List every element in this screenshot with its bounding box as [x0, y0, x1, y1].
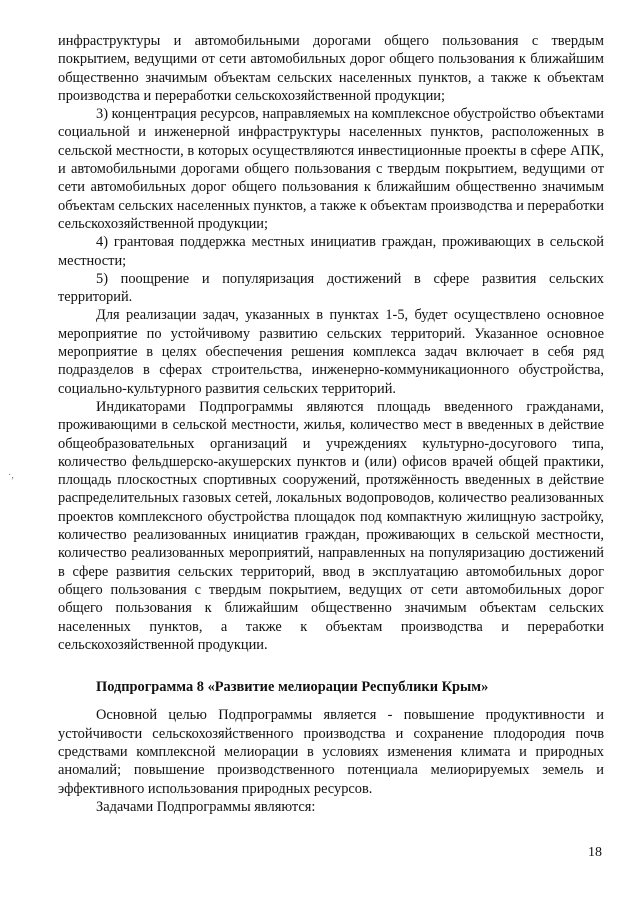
section-paragraph-2: Задачами Подпрограммы являются: — [96, 798, 316, 815]
section-heading: Подпрограмма 8 «Развитие мелиорации Республики Крым» — [96, 679, 489, 696]
paragraph-6: Индикаторами Подпрограммы являются площадь введенного гражданами, проживающими в сельской местности, жилья, количество мест в введенных в действие общеобразовательных организаций и учреждениях культурно-досугового типа, количество фельдшерско-акушерских пунктов и (или) офисов врачей общей практики, площадь плоскостных спортивных сооружений, протяжённость введенных в действие распределительных газовых сетей, локальных водопроводов, количество реализованных проектов комплексного обустройства площадок под компактную жилищную застройку, количество реализованных инициатив граждан, проживающих в сельской местности, количество реализованных мероприятий, направленных на популяризацию достижений в сфере развития сельских территорий, ввод в эксплуатацию автомобильных дорог общего пользования с твердым покрытием, ведущих от сети автомобильных дорог общего пользования к ближайшим общественно значимым объектам сельских населенных пунктов, а также к объектам производства и переработки сельскохозяйственной продукции. — [58, 398, 604, 653]
paragraph-2: 3) концентрация ресурсов, направляемых на комплексное обустройство объектами социальной и инженерной инфраструктуры населенных пунктов, расположенных в сельской местности, в которых осуществляются инвестиционные проекты в сфере АПК, и автомобильными дорогами общего пользования с твердым покрытием, ведущими от сети автомобильных дорог общего пользования к ближайшим общественно значимым объектам сельских населенных пунктов, а также к объектам производства и переработки сельскохозяйственной продукции; — [58, 106, 604, 232]
paragraph-3: 4) грантовая поддержка местных инициатив граждан, проживающих в сельской местности; — [58, 234, 604, 269]
document-page — [58, 32, 604, 816]
paragraph-1: инфраструктуры и автомобильными дорогами общего пользования с твердым покрытием, ведущими от сети автомобильных дорог общего пользования к ближайшим общественно значимым объектам сельских населенных пунктов, а также к объектам производства и переработки сельскохозяйственной продукции; — [58, 33, 604, 104]
paragraph-5: Для реализации задач, указанных в пунктах 1-5, будет осуществлено основное мероприятие по устойчивому развитию сельских территорий. Указанное основное мероприятие в целях обеспечения решения комплекса задач включает в себя ряд подразделов в сферах строительства, инженерно-коммуникационного обустройства, социально-культурного развития сельских территорий. — [58, 307, 604, 397]
paragraph-4: 5) поощрение и популяризация достижений в сфере развития сельских территорий. — [58, 270, 604, 306]
scan-mark: ·, — [8, 470, 14, 481]
section-paragraph-1: Основной целью Подпрограммы является - повышение продуктивности и устойчивости сельскохозяйственного производства и сохранение плодородия почв средствами комплексной мелиорации в условиях изменения климата и природных аномалий; повышение производственного потенциала мелиорируемых земель и эффективного использования природных ресурсов. — [58, 707, 604, 797]
page-number: 18 — [588, 845, 602, 860]
